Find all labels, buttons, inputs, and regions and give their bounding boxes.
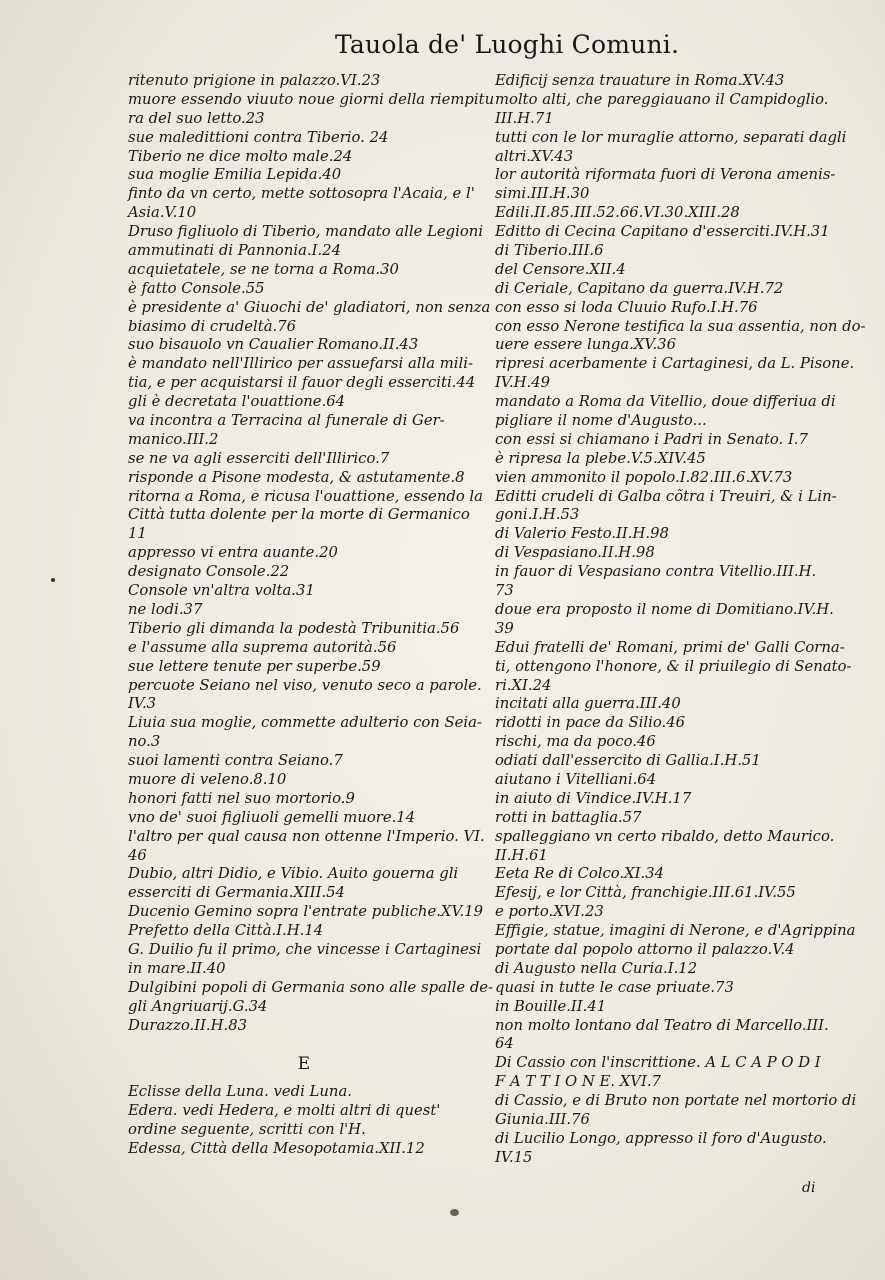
index-entry-line: portate dal popolo attorno il palazzo.V.4 — [495, 940, 795, 958]
index-entry-line: spalleggiano vn certo ribaldo, detto Maurico. — [495, 827, 835, 845]
index-entry-line: vien ammonito il popolo.I.82.III.6.XV.73 — [495, 468, 793, 486]
index-entry-line: doue era proposto il nome di Domitiano.IV.H. — [495, 600, 834, 618]
index-entry-line: molto alti, che pareggiauano il Campidoglio. — [495, 90, 829, 108]
index-entry-line: Tiberio ne dice molto male.24 — [128, 147, 353, 165]
index-entry-line: F A T T I O N E. XVI.7 — [495, 1073, 661, 1091]
index-entry-line: di Ceriale, Capitano da guerra.IV.H.72 — [495, 279, 784, 297]
index-entry-line: tutti con le lor muraglie attorno, separati dagli — [495, 128, 847, 146]
index-entry-line: di Lucilio Longo, appresso il foro d'Augusto. — [495, 1129, 827, 1147]
index-entry-line: appresso vi entra auante.20 — [128, 544, 338, 562]
index-entry-line: Dubio, altri Didio, e Vibio. Auito gouerna gli — [128, 865, 459, 883]
index-entry-line: pigliare il nome d'Augusto... — [495, 412, 707, 430]
running-title: Tauola de' Luoghi Comuni. — [335, 30, 680, 59]
index-entry-line: ra del suo letto.23 — [128, 109, 265, 127]
index-entry-line: di Augusto nella Curia.I.12 — [495, 959, 698, 977]
index-entry-line: 73 — [495, 582, 514, 600]
binding-hole — [450, 1209, 459, 1216]
index-entry-line: uere essere lunga.XV.36 — [495, 336, 677, 354]
index-entry-line: rischi, ma da poco.46 — [495, 733, 656, 751]
index-entry-line: Prefetto della Città.I.H.14 — [128, 922, 324, 940]
index-entry-line: percuote Seiano nel viso, venuto seco a parole. — [128, 676, 482, 694]
index-entry-line: tia, e per acquistarsi il fauor degli esserciti.44 — [128, 374, 476, 392]
index-entry-line: di Valerio Festo.II.H.98 — [495, 525, 669, 543]
index-entry-line: Efesij, e lor Città, franchigie.III.61.IV.55 — [495, 884, 796, 902]
index-entry-line: l'altro per qual causa non ottenne l'Imperio. VI. — [128, 827, 485, 845]
index-entry-line: sue lettere tenute per superbe.59 — [128, 657, 381, 675]
catchword: di — [802, 1180, 816, 1196]
index-entry-line: mandato a Roma da Vitellio, doue differiua di — [495, 393, 836, 411]
index-entry-line: incitati alla guerra.III.40 — [495, 695, 681, 713]
index-entry-line: ti, ottengono l'honore, & il priuilegio di Senato- — [495, 657, 852, 675]
index-entry-line: Effigie, statue, imagini di Nerone, e d'Agrippina — [495, 922, 856, 940]
index-entry-line: goni.I.H.53 — [495, 506, 580, 524]
index-entry-line: ritenuto prigione in palazzo.VI.23 — [128, 72, 381, 89]
index-entry-line: di Vespasiano.II.H.98 — [495, 544, 655, 562]
index-entry-line: finto da vn certo, mette sottosopra l'Acaia, e l' — [128, 185, 475, 203]
index-entry-line: IV.3 — [128, 695, 157, 713]
index-entry-line: di Tiberio.III.6 — [495, 242, 604, 260]
index-entry-line: con essi si chiamano i Padri in Senato. I.7 — [495, 430, 808, 448]
index-entry-line: Console vn'altra volta.31 — [128, 582, 315, 600]
index-entry-line: suo bisauolo vn Caualier Romano.II.43 — [128, 336, 419, 354]
index-entry-line: odiati dall'essercito di Gallia.I.H.51 — [495, 752, 761, 770]
index-entry-line: Editti crudeli di Galba cõtra i Treuiri, & i Lin- — [495, 487, 837, 505]
index-entry-line: ri.XI.24 — [495, 676, 552, 694]
index-entry-line: di Cassio, e di Bruto non portate nel mortorio di — [495, 1092, 857, 1110]
index-entry-line: sua moglie Emilia Lepida.40 — [128, 166, 342, 184]
index-entry-line: Durazzo.II.H.83 — [128, 1016, 248, 1034]
index-entry-line: risponde a Pisone modesta, & astutamente.8 — [128, 468, 465, 486]
index-entry-line: ne lodi.37 — [128, 600, 203, 618]
index-entry-line: in Bouille.II.41 — [495, 997, 607, 1015]
index-entry-line: è presidente a' Giuochi de' gladiatori, non senza — [128, 298, 491, 316]
index-entry-line: Liuia sua moglie, commette adulterio con Seia- — [128, 714, 482, 732]
right-column — [495, 72, 866, 1168]
index-entry-line: honori fatti nel suo mortorio.9 — [128, 789, 355, 807]
index-entry-line: III.H.71 — [495, 109, 554, 127]
index-entry-line: è mandato nell'Illirico per assuefarsi alla mili- — [128, 355, 474, 373]
index-entry-line: ammutinati di Pannonia.I.24 — [128, 242, 341, 260]
index-entry-line: in fauor di Vespasiano contra Vitellio.III.H. — [495, 563, 817, 581]
left-column — [128, 72, 495, 1159]
index-entry-line: e l'assume alla suprema autorità.56 — [128, 638, 397, 656]
index-entry-line: con esso Nerone testifica la sua assentia, non do- — [495, 317, 866, 335]
index-entry-line: IV.H.49 — [495, 374, 551, 392]
index-entry-line: no.3 — [128, 733, 161, 751]
index-entry-line: vno de' suoi figliuoli gemelli muore.14 — [128, 808, 416, 826]
index-entry-line: Edessa, Città della Mesopotamia.XII.12 — [128, 1140, 425, 1158]
index-entry-line: lor autorità riformata fuori di Verona amenis- — [495, 166, 836, 184]
index-entry-line: muore di veleno.8.10 — [128, 770, 287, 788]
index-entry-line: Edui fratelli de' Romani, primi de' Galli Corna- — [495, 638, 845, 656]
index-entry-line: Edili.II.85.III.52.66.VI.30.XIII.28 — [495, 204, 740, 222]
index-entry-line: del Censore.XII.4 — [495, 260, 626, 278]
index-entry-line: se ne va agli esserciti dell'Illirico.7 — [128, 449, 390, 467]
index-entry-line: e porto.XVI.23 — [495, 903, 604, 921]
index-entry-line: acquietatele, se ne torna a Roma.30 — [128, 260, 399, 278]
ink-spot — [51, 578, 55, 582]
section-e-block — [128, 1083, 480, 1159]
index-entry-line: Dulgibini popoli di Germania sono alle spalle de- — [128, 978, 494, 996]
index-entry-line: designato Console.22 — [128, 563, 290, 581]
index-entry-line: suoi lamenti contra Seiano.7 — [128, 752, 343, 770]
index-entry-line: Tiberio gli dimanda la podestà Tribunitia.56 — [128, 619, 460, 637]
index-entry-line: Ducenio Gemino sopra l'entrate publiche.XV.19 — [128, 903, 484, 921]
index-entry-line: va incontra a Terracina al funerale di Ger- — [128, 412, 445, 430]
index-entry-line: Eeta Re di Colco.XI.34 — [495, 865, 665, 883]
section-letter-heading: E — [297, 1054, 311, 1075]
index-entry-line: in mare.II.40 — [128, 959, 226, 977]
index-entry-line: non molto lontano dal Teatro di Marcello.III. — [495, 1016, 829, 1034]
index-entry-line: rotti in battaglia.57 — [495, 808, 642, 826]
index-entry-line: Eclisse della Luna. vedi Luna. — [128, 1083, 352, 1101]
index-entry-line: biasimo di crudeltà.76 — [128, 317, 297, 335]
index-entry-line: Di Cassio con l'inscrittione. A L C A P O D I — [495, 1054, 821, 1072]
index-entry-line: ripresi acerbamente i Cartaginesi, da L. Pisone. — [495, 355, 855, 373]
index-entry-line: sue maledittioni contra Tiberio. 24 — [128, 128, 389, 146]
index-entry-line: ritorna a Roma, e ricusa l'ouattione, essendo la — [128, 487, 483, 505]
index-entry-line: G. Duilio fu il primo, che vincesse i Cartaginesi — [128, 940, 482, 958]
index-entry-line: Città tutta dolente per la morte di Germanico — [128, 506, 470, 524]
index-entry-line: gli è decretata l'ouattione.64 — [128, 393, 346, 411]
index-entry-line: Edificij senza trauature in Roma.XV.43 — [495, 72, 785, 89]
index-entry-line: 39 — [495, 619, 514, 637]
index-entry-line: è fatto Console.55 — [128, 279, 265, 297]
index-entry-line: Editto di Cecina Capitano d'esserciti.IV.H.31 — [495, 223, 830, 241]
index-entry-line: esserciti di Germania.XIII.54 — [128, 884, 345, 902]
index-entry-line: II.H.61 — [495, 846, 548, 864]
index-entry-line: ridotti in pace da Silio.46 — [495, 714, 686, 732]
index-entry-line: gli Angriuarij.G.34 — [128, 997, 268, 1015]
index-entry-line: muore essendo viuuto noue giorni della riempitu — [128, 90, 495, 108]
index-entry-line: ordine seguente, scritti con l'H. — [128, 1121, 366, 1139]
index-entry-line: Asia.V.10 — [128, 204, 197, 222]
index-entry-line: altri.XV.43 — [495, 147, 574, 165]
index-entry-line: Giunia.III.76 — [495, 1110, 590, 1128]
index-entry-line: Edera. vedi Hedera, e molti altri di quest' — [128, 1102, 441, 1120]
index-entry-line: con esso si loda Cluuio Rufo.I.H.76 — [495, 298, 758, 316]
index-entry-line: IV.15 — [495, 1148, 533, 1166]
index-entry-line: è ripresa la plebe.V.5.XIV.45 — [495, 449, 706, 467]
index-entry-line: Druso figliuolo di Tiberio, mandato alle Legioni — [128, 223, 484, 241]
index-entry-line: in aiuto di Vindice.IV.H.17 — [495, 789, 692, 807]
index-entry-line: manico.III.2 — [128, 430, 219, 448]
index-entry-line: 46 — [128, 846, 147, 864]
index-entry-line: simi.III.H.30 — [495, 185, 590, 203]
index-entry-line: 64 — [495, 1035, 514, 1053]
index-entry-line: 11 — [128, 525, 147, 543]
index-entry-line: aiutano i Vitelliani.64 — [495, 770, 657, 788]
index-entry-line: quasi in tutte le case priuate.73 — [495, 978, 734, 996]
